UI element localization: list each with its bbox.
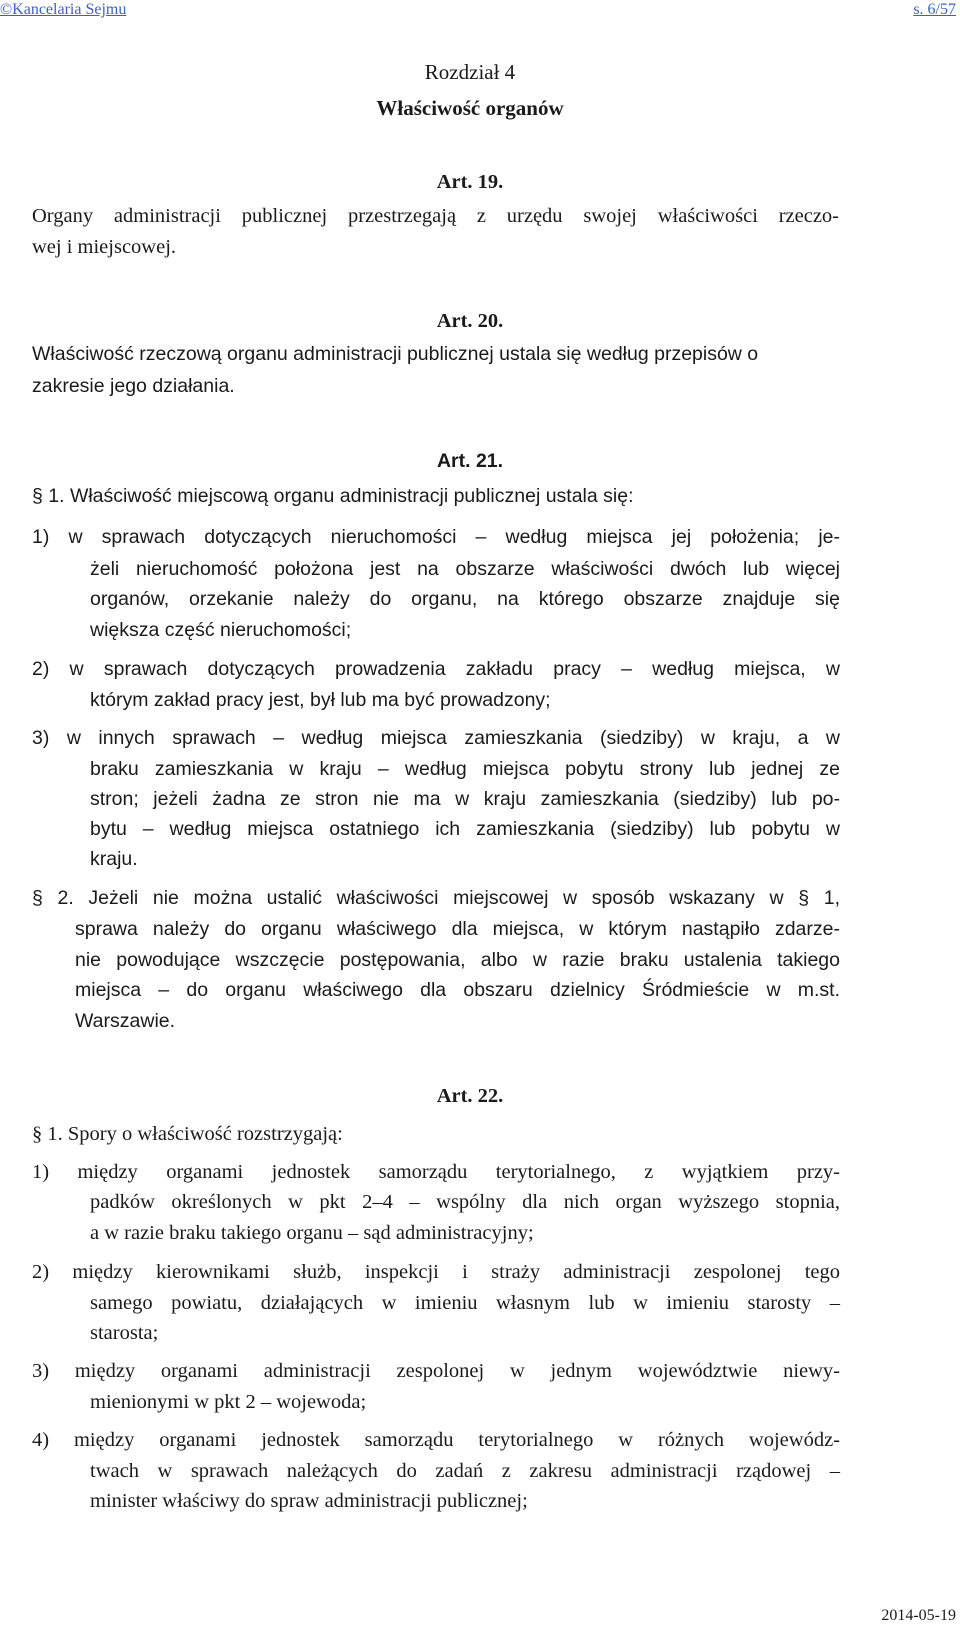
art20-line-1: Właściwość rzeczową organu administracji publicznej ustala się według przepisów o xyxy=(32,343,759,365)
art21-paragraph-2-line-1: § 2. Jeżeli nie można ustalić właściwości miejscowej w sposób wskazany w § 1, xyxy=(32,887,840,909)
art22-heading: Art. 22. xyxy=(436,1085,504,1107)
art21-paragraph-2-line-5: Warszawie. xyxy=(75,1010,176,1032)
art21-item-1-line-4: większa część nieruchomości; xyxy=(90,619,352,641)
art21-item-3-line-3: stron; jeżeli żadna ze stron nie ma w kraju zamieszkania (siedziby) lub po- xyxy=(90,788,840,810)
art21-item-2-line-1: 2) w sprawach dotyczących prowadzenia zakładu pracy – według miejsca, w xyxy=(32,658,840,680)
art21-item-3-line-1: 3) w innych sprawach – według miejsca zamieszkania (siedziby) w kraju, a w xyxy=(32,727,840,749)
art22-item-3-line-2: mienionymi w pkt 2 – wojewoda; xyxy=(90,1391,367,1413)
art22-item-1-line-3: a w razie braku takiego organu – sąd administracyjny; xyxy=(90,1222,534,1244)
art22-item-4-line-3: minister właściwy do spraw administracji publicznej; xyxy=(90,1490,528,1512)
art22-item-2-line-2: samego powiatu, działających w imieniu własnym lub w imieniu starosty – xyxy=(90,1292,840,1314)
art21-heading: Art. 21. xyxy=(436,450,504,472)
art22-item-1-line-1: 1) między organami jednostek samorządu terytorialnego, z wyjątkiem przy- xyxy=(32,1161,840,1183)
art21-paragraph-2-line-2: sprawa należy do organu właściwego dla miejsca, w którym nastąpiło zdarze- xyxy=(75,918,840,940)
art22-item-1-line-2: padków określonych w pkt 2–4 – wspólny dla nich organ wyższego stopnia, xyxy=(90,1191,840,1213)
art21-item-1-line-3: organów, orzekanie należy do organu, na którego obszarze znajduje się xyxy=(90,588,840,610)
art21-item-1-line-2: żeli nieruchomość położona jest na obszarze właściwości dwóch lub więcej xyxy=(90,558,840,580)
art21-paragraph-1: § 1. Właściwość miejscową organu administracji publicznej ustala się: xyxy=(32,485,634,507)
art22-item-4-line-1: 4) między organami jednostek samorządu terytorialnego w różnych wojewódz- xyxy=(32,1429,840,1451)
art21-paragraph-2-line-4: miejsca – do organu właściwego dla obszaru dzielnicy Śródmieście w m.st. xyxy=(75,979,840,1001)
chapter-title: Właściwość organów xyxy=(376,96,564,120)
art21-item-2-line-2: którym zakład pracy jest, był lub ma być prowadzony; xyxy=(90,689,551,711)
art22-item-4-line-2: twach w sprawach należących do zadań z zakresu administracji rządowej – xyxy=(90,1460,840,1482)
chapter-number: Rozdział 4 xyxy=(424,60,516,84)
header-source-link[interactable] xyxy=(0,0,126,20)
art22-item-2-line-1: 2) między kierownikami służb, inspekcji i straży administracji zespolonej tego xyxy=(32,1261,840,1283)
header-page-text[interactable]: s. 6/57 xyxy=(913,1,956,18)
art22-item-3-line-1: 3) między organami administracji zespolonej w jednym województwie niewy- xyxy=(32,1360,840,1382)
art21-item-3-line-2: braku zamieszkania w kraju – według miejsca pobytu strony lub jednej ze xyxy=(90,758,840,780)
header-page-link[interactable] xyxy=(913,0,956,20)
art20-heading: Art. 20. xyxy=(436,310,504,332)
art21-paragraph-2-line-3: nie powodujące wszczęcie postępowania, albo w razie braku ustalenia takiego xyxy=(75,949,840,971)
art19-line-2: wej i miejscowej. xyxy=(32,236,177,258)
footer-date: 2014-05-19 xyxy=(881,1607,956,1624)
art21-item-1-line-1: 1) w sprawach dotyczących nieruchomości – według miejsca jej położenia; je- xyxy=(32,526,840,548)
art21-item-3-line-5: kraju. xyxy=(90,848,138,870)
art22-item-2-line-3: starosta; xyxy=(90,1322,159,1344)
art19-heading: Art. 19. xyxy=(436,171,504,193)
header-source-text[interactable]: ©Kancelaria Sejmu xyxy=(0,1,127,18)
art20-line-2: zakresie jego działania. xyxy=(32,375,235,397)
art19-line-1: Organy administracji publicznej przestrzegają z urzędu swojej właściwości rzeczo- xyxy=(32,205,839,227)
art22-paragraph-1: § 1. Spory o właściwość rozstrzygają: xyxy=(32,1123,343,1145)
art21-item-3-line-4: bytu – według miejsca ostatniego ich zamieszkania (siedziby) lub pobytu w xyxy=(90,818,840,840)
